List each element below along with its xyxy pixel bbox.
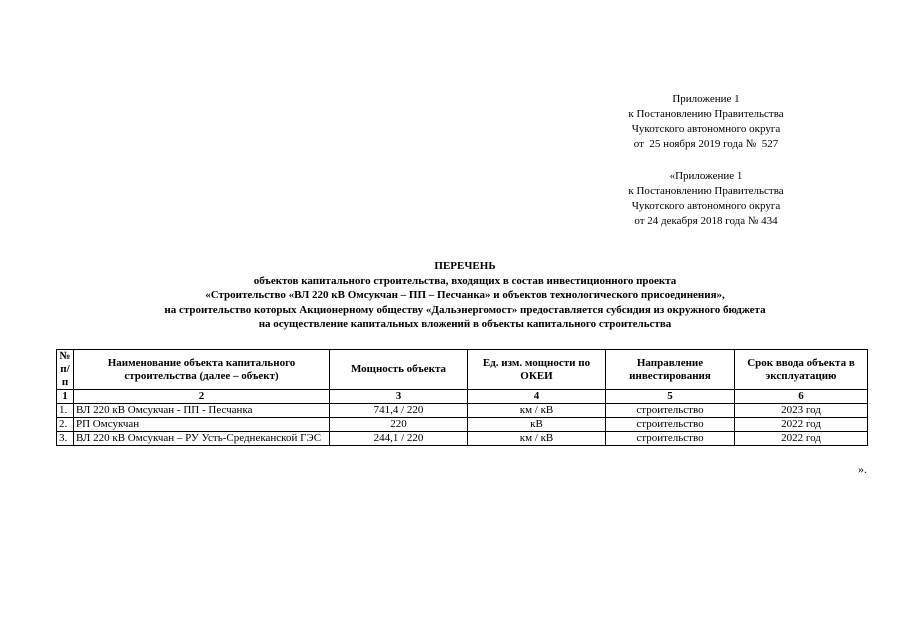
appendix-current-line: к Постановлению Правительства <box>628 108 784 120</box>
closing-quote-mark: ». <box>858 462 867 476</box>
column-number: 4 <box>468 390 606 404</box>
appendix-previous-line: «Приложение 1 <box>669 170 743 182</box>
row-capacity: 244,1 / 220 <box>330 432 468 446</box>
header-object-name: Наименование объекта капитального строительства (далее – объект) <box>74 350 330 390</box>
row-capacity: 741,4 / 220 <box>330 404 468 418</box>
column-number: 6 <box>735 390 868 404</box>
row-number: 3. <box>57 432 74 446</box>
heading-line: на строительство которых Акционерному обществу «Дальэнергомост» предоставляется субсидия из окружного бюджета <box>164 303 766 316</box>
column-number: 2 <box>74 390 330 404</box>
appendix-previous-line: Чукотского автономного округа <box>631 200 781 212</box>
row-commissioning-date: 2023 год <box>735 404 868 418</box>
header-capacity: Мощность объекта <box>330 350 468 390</box>
appendix-current-line: Приложение 1 <box>672 93 740 105</box>
row-commissioning-date: 2022 год <box>735 432 868 446</box>
column-number-row <box>57 390 868 404</box>
row-investment-direction: строительство <box>606 404 735 418</box>
appendix-current-line: Чукотского автономного округа <box>631 123 781 135</box>
row-object-name: ВЛ 220 кВ Омсукчан – РУ Усть-Среднеканской ГЭС <box>74 432 330 446</box>
appendix-previous-line: к Постановлению Правительства <box>628 185 784 197</box>
row-commissioning-date: 2022 год <box>735 418 868 432</box>
header-commissioning-date: Срок ввода объекта в эксплуатацию <box>735 350 868 390</box>
row-object-name: РП Омсукчан <box>74 418 330 432</box>
table-row <box>57 404 868 418</box>
column-number: 3 <box>330 390 468 404</box>
header-investment-direction: Направление инвестирования <box>606 350 735 390</box>
row-number: 1. <box>57 404 74 418</box>
appendix-current-line: от 25 ноября 2019 года № 527 <box>633 138 779 150</box>
heading-line: «Строительство «ВЛ 220 кВ Омсукчан – ПП – Песчанка» и объектов технологического присоединения», <box>205 289 725 301</box>
row-number: 2. <box>57 418 74 432</box>
appendix-current-block <box>600 92 812 229</box>
row-investment-direction: строительство <box>606 432 735 446</box>
objects-table <box>56 349 868 446</box>
table-row <box>57 418 868 432</box>
row-investment-direction: строительство <box>606 418 735 432</box>
row-object-name: ВЛ 220 кВ Омсукчан - ПП - Песчанка <box>74 404 330 418</box>
heading-line: объектов капитального строительства, входящих в состав инвестиционного проекта <box>253 274 677 287</box>
heading-title: ПЕРЕЧЕНЬ <box>434 260 496 272</box>
heading-line: на осуществление капитальных вложений в объекты капитального строительства <box>258 318 672 330</box>
table-row <box>57 432 868 446</box>
appendix-previous-line: от 24 декабря 2018 года № 434 <box>634 215 778 227</box>
appendix-spacer <box>600 152 812 169</box>
column-number: 5 <box>606 390 735 404</box>
row-unit: кВ <box>468 418 606 432</box>
table-header-row <box>57 350 868 390</box>
header-unit: Ед. изм. мощности по ОКЕИ <box>468 350 606 390</box>
header-number: № п/п <box>57 350 74 390</box>
row-unit: км / кВ <box>468 404 606 418</box>
row-capacity: 220 <box>330 418 468 432</box>
row-unit: км / кВ <box>468 432 606 446</box>
column-number: 1 <box>57 390 74 404</box>
document-heading <box>60 259 870 332</box>
